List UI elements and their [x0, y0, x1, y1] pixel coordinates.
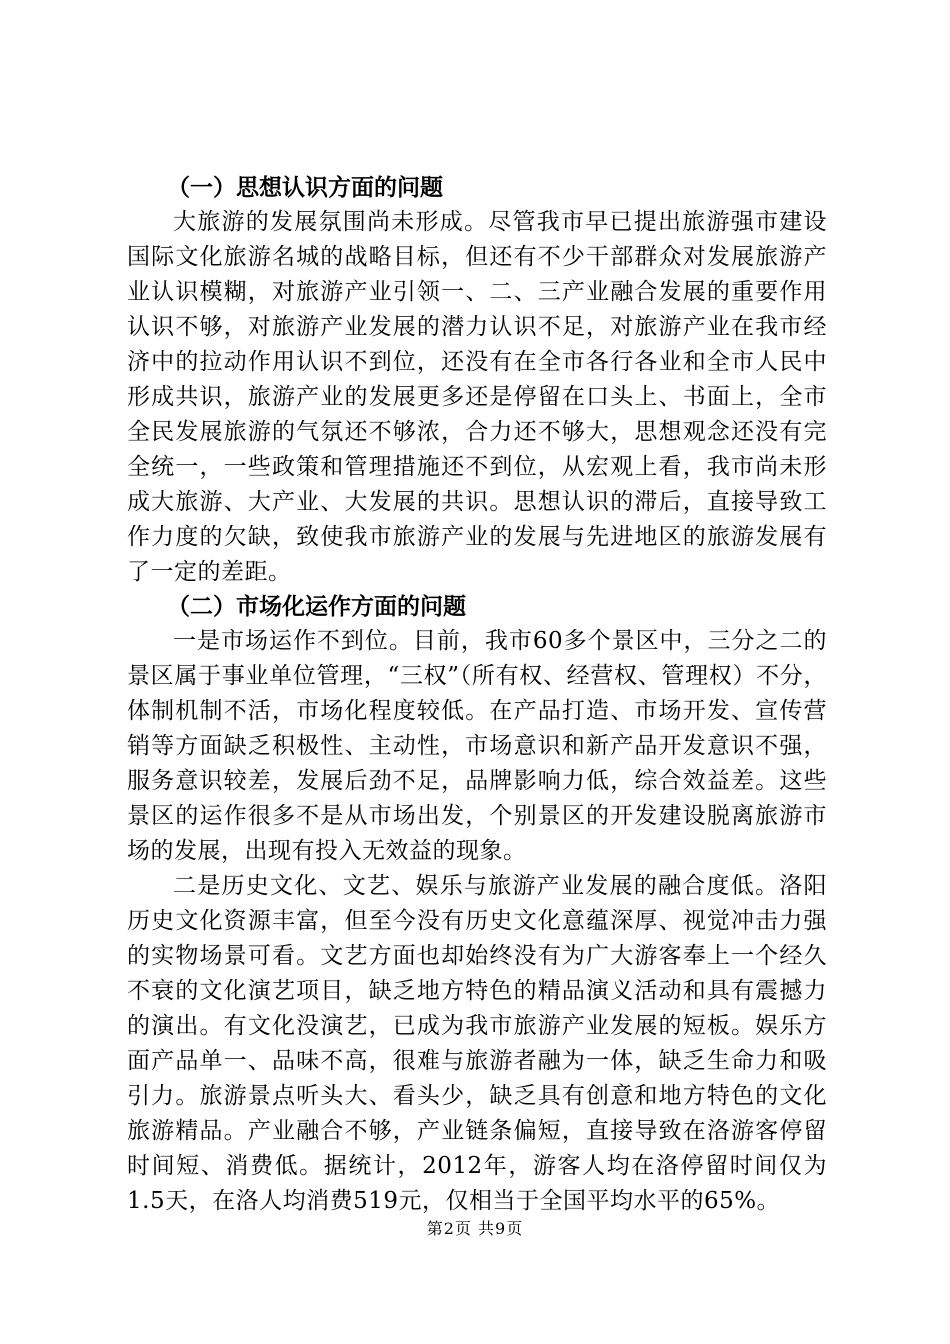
paragraph-3: 二是历史文化、文艺、娱乐与旅游产业发展的融合度低。洛阳历史文化资源丰富，但至今没有历史文化意蕴深厚、视觉冲击力强的实物场景可看。文艺方面也却始终没有为广大游客奉上一个经久不衰的文化演艺项目，缺乏地方特色的精品演义活动和具有震撼力的演出。有文化没演艺，已成为我市旅游产业发展的短板。娱乐方面产品单一、品味不高，很难与旅游者融为一体，缺乏生命力和吸引力。旅游景点听头大、看头少，缺乏具有创意和地方特色的文化旅游精品。产业融合不够，产业链条偏短，直接导致在洛游客停留时间短、消费低。据统计，2012年，游客人均在洛停留时间仅为1.5天，在洛人均消费519元，仅相当于全国平均水平的65%。 — [127, 873, 827, 1214]
paragraph-2: 一是市场运作不到位。目前，我市60多个景区中，三分之二的景区属于事业单位管理，“三权”（所有权、经营权、管理权）不分，体制机制不活，市场化程度较低。在产品打造、市场开发、宣传营销等方面缺乏积极性、主动性，市场意识和新产品开发意识不强，服务意识较差，发展后劲不足，品牌影响力低，综合效益差。这些景区的运作很多不是从市场出发，个别景区的开发建设脱离旅游市场的发展，出现有投入无效益的现象。 — [127, 628, 827, 864]
page-footer: 第2页 共9页 — [426, 1219, 524, 1238]
section-heading-2: （二）市场化运作方面的问题 — [167, 594, 466, 620]
paragraph-1: 大旅游的发展氛围尚未形成。尽管我市早已提出旅游强市建设国际文化旅游名城的战略目标，但还有不少干部群众对发展旅游产业认识模糊，对旅游产业引领一、二、三产业融合发展的重要作用认识不够，对旅游产业发展的潜力认识不足，对旅游产业在我市经济中的拉动作用认识不到位，还没有在全市各行各业和全市人民中形成共识，旅游产业的发展更多还是停留在口头上、书面上，全市全民发展旅游的气氛还不够浓，合力还不够大，思想观念还没有完全统一，一些政策和管理措施还不到位，从宏观上看，我市尚未形成大旅游、大产业、大发展的共识。思想认识的滞后，直接导致工作力度的欠缺，致使我市旅游产业的发展与先进地区的旅游发展有了一定的差距。 — [127, 209, 827, 585]
section-heading-1: （一）思想认识方面的问题 — [167, 175, 443, 201]
document-body — [127, 171, 827, 1219]
